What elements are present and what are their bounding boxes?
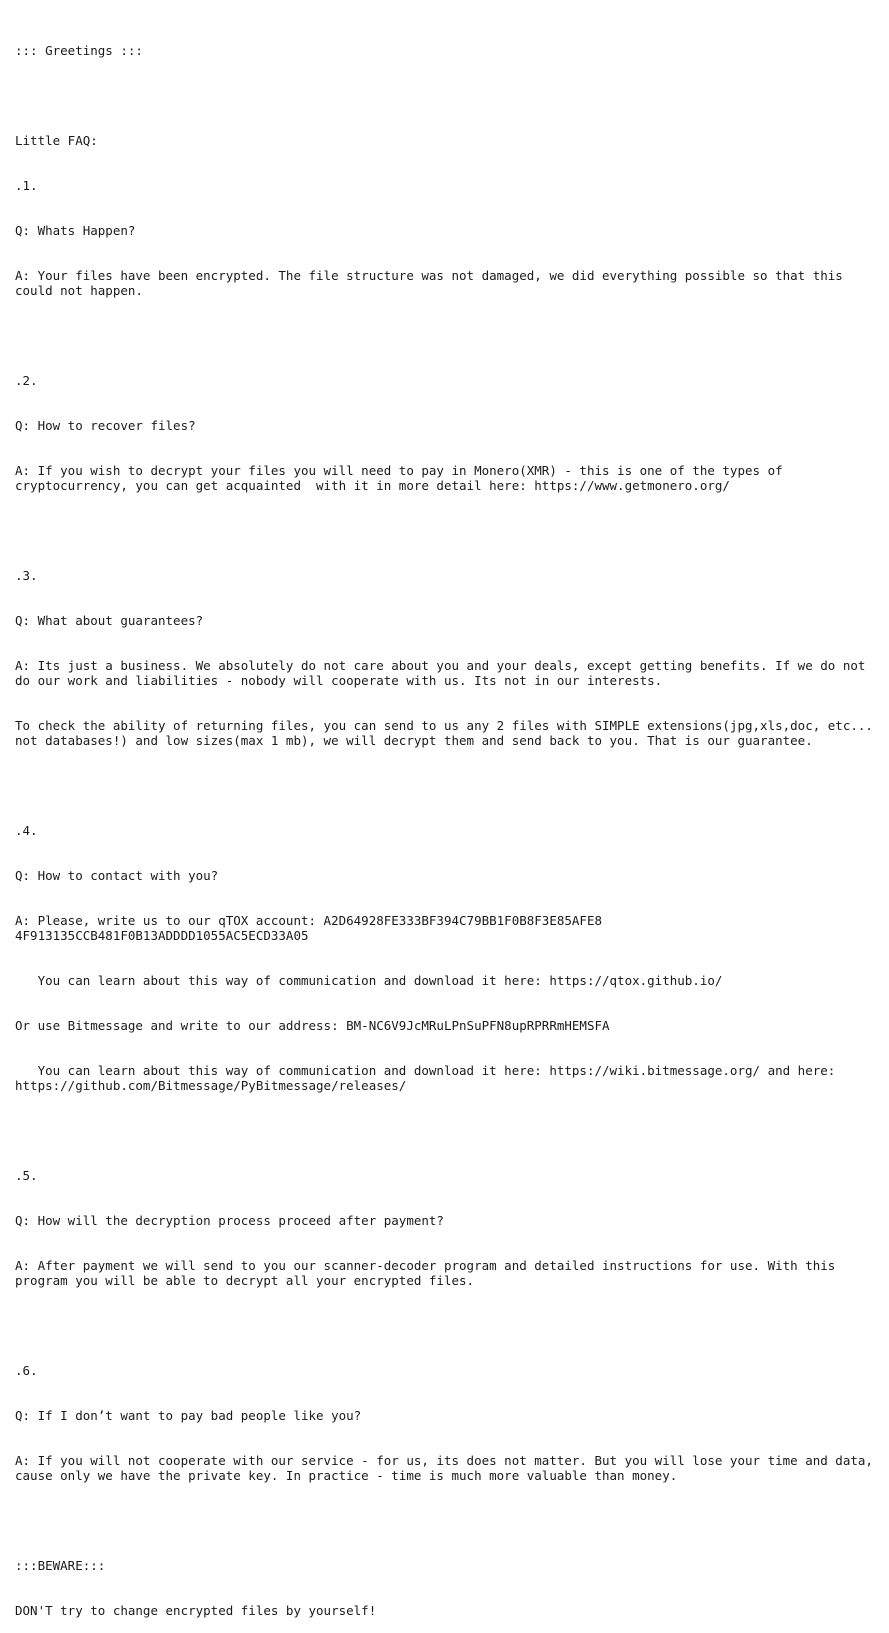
faq-question-1: Q: Whats Happen? <box>15 223 136 238</box>
faq-answer-6: A: If you will not cooperate with our service - for us, its does not matter. But you will lose your time and data, cause only we have the private key. In practice - time is much more valuable than money. <box>15 1453 881 1483</box>
faq-answer-4-bitmessage-info: You can learn about this way of communication and download it here: https://wiki.bitmessage.org/ and here: https://github.com/Bitmessage/PyBitmessage/releases/ <box>15 1063 843 1093</box>
faq-number-5: .5. <box>15 1168 38 1183</box>
blank-line <box>15 523 885 538</box>
faq-number-3: .3. <box>15 568 38 583</box>
blank-line <box>15 1123 885 1138</box>
faq-number-2: .2. <box>15 373 38 388</box>
faq-answer-1: A: Your files have been encrypted. The file structure was not damaged, we did everything possible so that this could not happen. <box>15 268 851 298</box>
blank-line <box>15 1318 885 1333</box>
faq-answer-4-qtox: A: Please, write us to our qTOX account: A2D64928FE333BF394C79BB1F0B8F3E85AFE8 4F913135CCB481F0B13ADDDD1055AC5ECD33A05 <box>15 913 610 943</box>
faq-question-5: Q: How will the decryption process proceed after payment? <box>15 1213 444 1228</box>
faq-answer-5: A: After payment we will send to you our scanner-decoder program and detailed instructions for use. With this program you will be able to decrypt all your encrypted files. <box>15 1258 843 1288</box>
faq-number-6: .6. <box>15 1363 38 1378</box>
greetings-heading: ::: Greetings ::: <box>15 43 143 58</box>
blank-line <box>15 88 885 103</box>
faq-question-4: Q: How to contact with you? <box>15 868 219 883</box>
blank-line <box>15 1513 885 1528</box>
faq-question-3: Q: What about guarantees? <box>15 613 204 628</box>
faq-number-4: .4. <box>15 823 38 838</box>
faq-answer-4-qtox-info: You can learn about this way of communication and download it here: https://qtox.github.io/ <box>15 973 723 988</box>
faq-answer-3-continued: To check the ability of returning files, you can send to us any 2 files with SIMPLE extensions(jpg,xls,doc, etc... not databases!) and low sizes(max 1 mb), we will decrypt them and send back to you. That is our guarantee. <box>15 718 881 748</box>
ransom-note-document <box>15 13 885 1633</box>
faq-heading: Little FAQ: <box>15 133 98 148</box>
faq-answer-3: A: Its just a business. We absolutely do not care about you and your deals, except getting benefits. If we do not do our work and liabilities - nobody will cooperate with us. Its not in our interests. <box>15 658 873 688</box>
faq-question-6: Q: If I don’t want to pay bad people like you? <box>15 1408 362 1423</box>
blank-line <box>15 328 885 343</box>
beware-heading: :::BEWARE::: <box>15 1558 106 1573</box>
beware-warning: DON'T try to change encrypted files by yourself! <box>15 1603 377 1618</box>
faq-number-1: .1. <box>15 178 38 193</box>
faq-answer-4-bitmessage: Or use Bitmessage and write to our address: BM-NC6V9JcMRuLPnSuPFN8upRPRRmHEMSFA <box>15 1018 610 1033</box>
blank-line <box>15 778 885 793</box>
faq-answer-2: A: If you wish to decrypt your files you will need to pay in Monero(XMR) - this is one of the types of cryptocurrency, you can get acquainted with it in more detail here: https://www.getmonero.org/ <box>15 463 791 493</box>
faq-question-2: Q: How to recover files? <box>15 418 196 433</box>
